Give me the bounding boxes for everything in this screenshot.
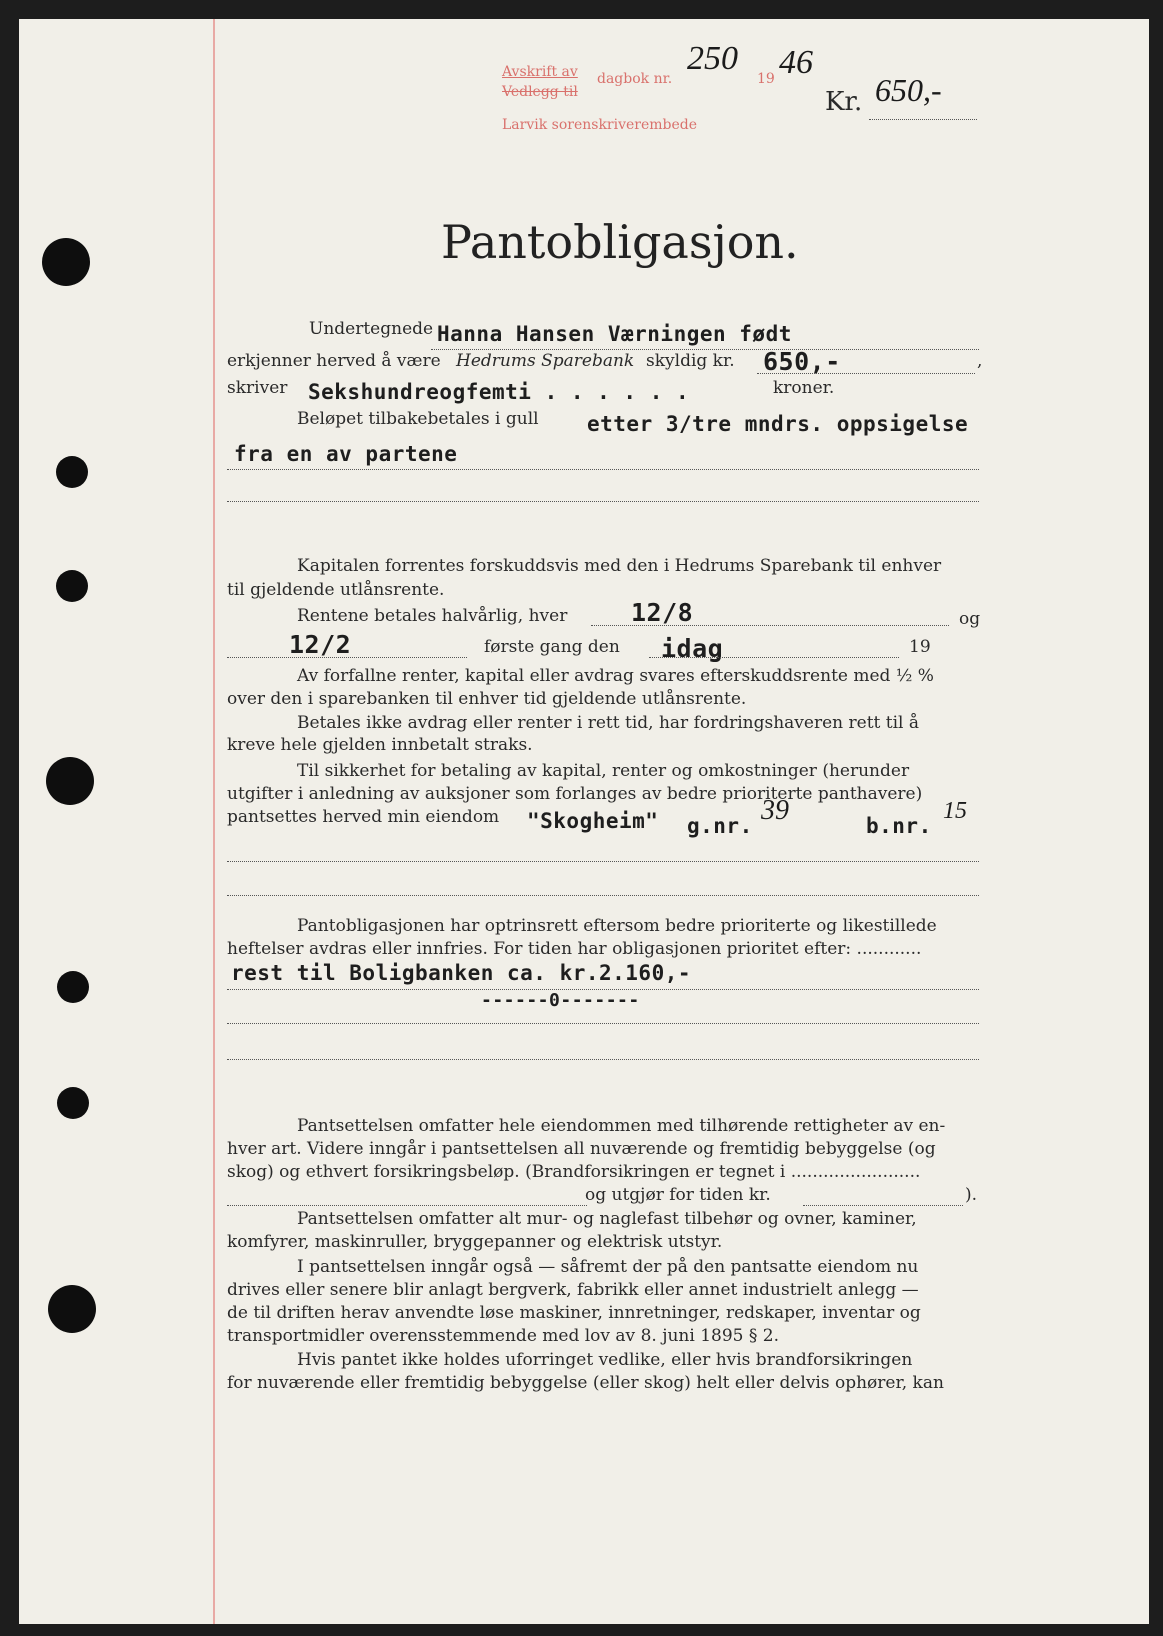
gnr-value: 39 (761, 795, 789, 826)
debtor-comma: , (977, 351, 983, 371)
industry-line1: I pantsettelsen inngår også — såfremt der på den pantsatte eiendom nu (297, 1257, 919, 1277)
stamp-year-prefix: 19 (757, 71, 775, 87)
binder-hole (57, 971, 89, 1003)
priority-line2: heftelser avdras eller innfries. For tiden har obligasjonen prioritet efter: ............ (227, 939, 922, 959)
debt-amount: 650,- (763, 347, 841, 376)
binder-hole (57, 1087, 89, 1119)
debtor-label: Undertegnede (309, 319, 434, 339)
fixtures-line2: komfyrer, maskinruller, bryggepanner og elektrisk utstyr. (227, 1232, 723, 1252)
default-line1: Betales ikke avdrag eller renter i rett tid, har fordringshaveren rett til å (297, 713, 920, 733)
scope-line1: Pantsettelsen omfatter hele eiendommen med tilhørende rettigheter av en- (297, 1116, 946, 1136)
security-line1: Til sikkerhet for betaling av kapital, renter og omkostninger (herunder (297, 761, 910, 781)
writes-label: skriver (227, 378, 288, 398)
first-time-value: idag (661, 634, 724, 663)
interest-og: og (959, 609, 981, 629)
stamp-dagbok-label: dagbok nr. (597, 71, 673, 87)
industry-line4: transportmidler overensstemmende med lov av 8. juni 1895 § 2. (227, 1326, 779, 1346)
scope-line2: hver art. Videre inngår i pantsettelsen all nuværende og fremtidig bebyggelse (og (227, 1139, 936, 1159)
overdue-line1: Av forfallne renter, kapital eller avdrag svares efterskuddsrente med ½ % (297, 666, 934, 686)
kr-amount: 650,- (875, 72, 942, 108)
document-page (19, 19, 1149, 1624)
security-line3-label: pantsettes herved min eiendom (227, 807, 500, 827)
binder-hole (46, 757, 94, 805)
industry-line3: de til driften herav anvendte løse maskiner, innretninger, redskaper, inventar og (227, 1303, 921, 1323)
overdue-line2: over den i sparebanken til enhver tid gjeldende utlånsrente. (227, 689, 747, 709)
first-time-label: første gang den (484, 637, 620, 657)
scope-line4-a: og utgjør for tiden kr. (585, 1185, 771, 1205)
maintenance-line1: Hvis pantet ikke holdes uforringet vedlike, eller hvis brandforsikringen (297, 1350, 913, 1370)
stamp-office: Larvik sorenskriverembede (502, 117, 698, 133)
fixtures-line1: Pantsettelsen omfatter alt mur- og naglefast tilbehør og ovner, kaminer, (297, 1209, 917, 1229)
interest-date1: 12/8 (631, 598, 694, 627)
acknowledge-text: erkjenner herved å være (227, 351, 441, 371)
repayment-terms-line2: fra en av partene (234, 442, 458, 466)
separator: ------0------- (481, 990, 640, 1011)
year-suffix: 46 (779, 44, 813, 81)
semi-annual-label: Rentene betales halvårlig, hver (297, 606, 568, 626)
binder-hole (56, 456, 88, 488)
interest-date2: 12/2 (289, 630, 352, 659)
priority-line1: Pantobligasjonen har optrinsrett eftersom bedre prioriterte og likestillede (297, 916, 937, 936)
margin-line (213, 19, 215, 1624)
stamp-vedlegg: Vedlegg til (502, 84, 578, 100)
binder-hole (48, 1285, 96, 1333)
repayment-label: Beløpet tilbakebetales i gull (297, 409, 539, 429)
interest-line2: til gjeldende utlånsrente. (227, 580, 445, 600)
bnr-value: 15 (943, 798, 967, 824)
default-line2: kreve hele gjelden innbetalt straks. (227, 735, 533, 755)
scope-line4-b: ). (965, 1185, 978, 1205)
scope-line3: skog) og ethvert forsikringsbeløp. (Brandforsikringen er tegnet i ........................ (227, 1162, 921, 1182)
amount-in-words: Sekshundreogfemti . . . . . . (308, 380, 690, 404)
property-name: "Skogheim" (527, 809, 659, 833)
dagbok-number: 250 (687, 40, 738, 77)
maintenance-line2: for nuværende eller fremtidig bebyggelse (eller skog) helt eller delvis ophører, kan (227, 1373, 944, 1393)
security-line2: utgifter i anledning av auksjoner som forlanges av bedre prioriterte panthavere) (227, 784, 923, 804)
bank-name: Hedrums Sparebank (456, 351, 635, 371)
gnr-label: g.nr. (687, 814, 753, 838)
binder-hole (42, 238, 90, 286)
year-label: 19 (909, 637, 931, 657)
currency-label: kroner. (773, 378, 835, 398)
interest-line1: Kapitalen forrentes forskuddsvis med den i Hedrums Sparebank til enhver (297, 556, 942, 576)
owes-text: skyldig kr. (646, 351, 735, 371)
repayment-terms-line1: etter 3/tre mndrs. oppsigelse (587, 412, 969, 436)
kr-label: Kr. (825, 87, 863, 117)
binder-hole (56, 570, 88, 602)
prior-debt: rest til Boligbanken ca. kr.2.160,- (231, 961, 692, 985)
page-title: Pantobligasjon. (441, 215, 799, 269)
bnr-label: b.nr. (866, 814, 932, 838)
debtor-name: Hanna Hansen Værningen født (437, 322, 792, 346)
stamp-avskrift: Avskrift av (502, 64, 578, 80)
industry-line2: drives eller senere blir anlagt bergverk, fabrikk eller annet industrielt anlegg — (227, 1280, 919, 1300)
